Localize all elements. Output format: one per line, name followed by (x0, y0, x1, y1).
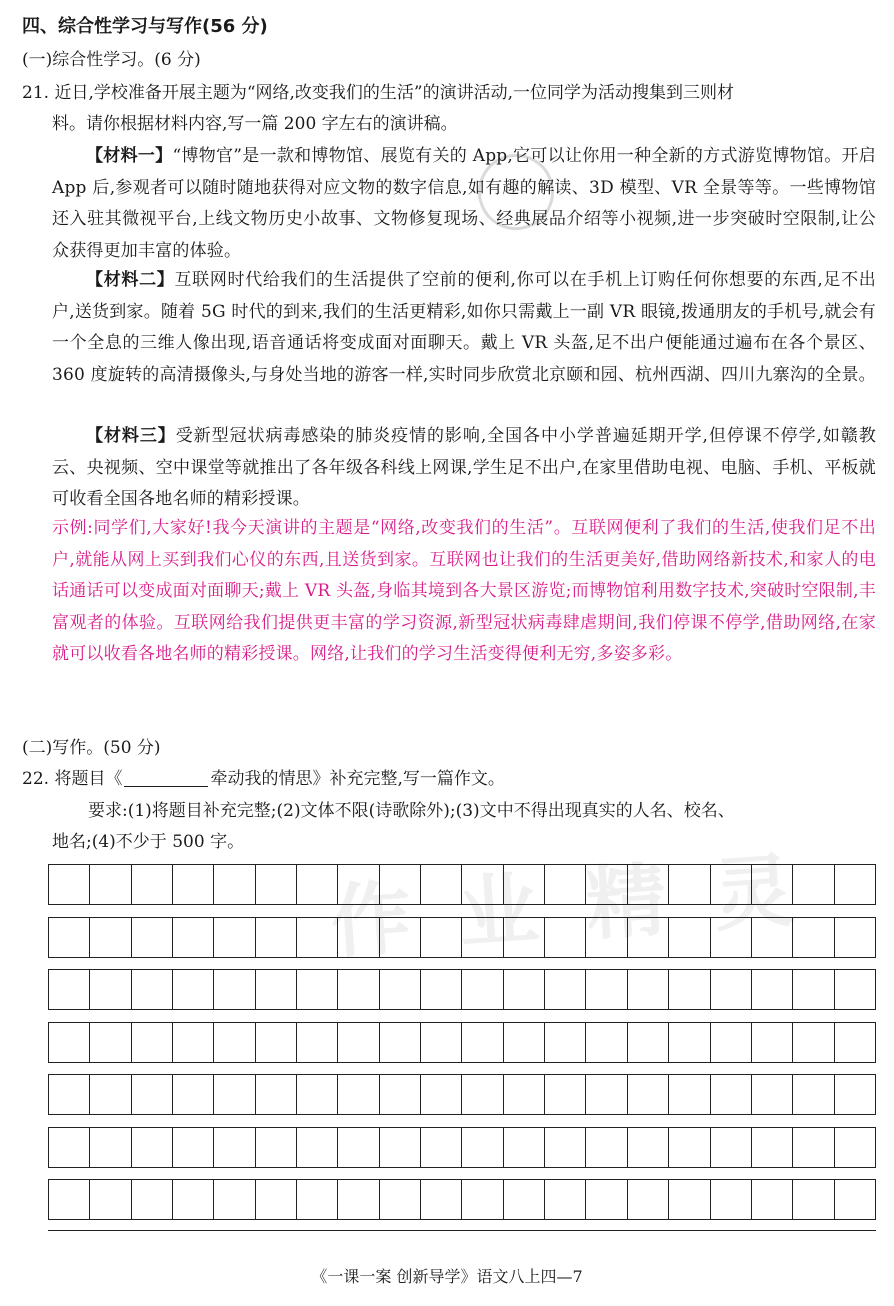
grid-cell[interactable] (49, 1180, 90, 1219)
grid-cell[interactable] (504, 865, 545, 904)
grid-cell[interactable] (462, 1180, 503, 1219)
grid-cell[interactable] (173, 865, 214, 904)
grid-cell[interactable] (752, 918, 793, 957)
grid-cell[interactable] (628, 1023, 669, 1062)
grid-cell[interactable] (49, 865, 90, 904)
grid-cell[interactable] (545, 918, 586, 957)
grid-cell[interactable] (711, 918, 752, 957)
grid-cell[interactable] (711, 1075, 752, 1114)
grid-cell[interactable] (380, 865, 421, 904)
title-blank[interactable] (124, 770, 208, 787)
grid-cell[interactable] (462, 1128, 503, 1167)
grid-cell[interactable] (669, 1180, 710, 1219)
grid-cell[interactable] (338, 918, 379, 957)
grid-cell[interactable] (338, 1023, 379, 1062)
grid-cell[interactable] (132, 1180, 173, 1219)
grid-cell[interactable] (132, 918, 173, 957)
section-title: 四、综合性学习与写作(56 分) (22, 16, 268, 37)
grid-cell[interactable] (793, 1023, 834, 1062)
grid-cell[interactable] (669, 1075, 710, 1114)
grid-cell[interactable] (504, 970, 545, 1009)
grid-cell[interactable] (338, 1180, 379, 1219)
grid-cell[interactable] (338, 1075, 379, 1114)
part2-heading: (二)写作。(50 分) (22, 738, 161, 758)
grid-cell[interactable] (256, 1023, 297, 1062)
grid-cell[interactable] (628, 970, 669, 1009)
grid-row[interactable] (48, 1022, 876, 1063)
grid-cell[interactable] (297, 1075, 338, 1114)
grid-cell[interactable] (462, 865, 503, 904)
grid-cell[interactable] (752, 1023, 793, 1062)
grid-cell[interactable] (297, 918, 338, 957)
grid-cell[interactable] (256, 1075, 297, 1114)
grid-cell[interactable] (49, 970, 90, 1009)
grid-cell[interactable] (256, 1128, 297, 1167)
grid-cell[interactable] (628, 1180, 669, 1219)
requirements-line-1: 要求:(1)将题目补充完整;(2)文体不限(诗歌除外);(3)文中不得出现真实的人名、校名、 (88, 801, 735, 821)
grid-cell[interactable] (132, 970, 173, 1009)
grid-cell[interactable] (421, 1180, 462, 1219)
grid-cell[interactable] (132, 865, 173, 904)
grid-cell[interactable] (545, 1128, 586, 1167)
grid-cell[interactable] (297, 1128, 338, 1167)
grid-cell[interactable] (173, 918, 214, 957)
grid-cell[interactable] (173, 1023, 214, 1062)
grid-cell[interactable] (545, 1180, 586, 1219)
grid-cell[interactable] (504, 1180, 545, 1219)
grid-cell[interactable] (380, 1128, 421, 1167)
grid-cell[interactable] (586, 1180, 627, 1219)
grid-row[interactable] (48, 969, 876, 1010)
grid-cell[interactable] (338, 970, 379, 1009)
grid-cell[interactable] (545, 1023, 586, 1062)
grid-cell[interactable] (256, 865, 297, 904)
grid-cell[interactable] (297, 1023, 338, 1062)
grid-cell[interactable] (504, 1075, 545, 1114)
grid-cell[interactable] (297, 970, 338, 1009)
grid-cell[interactable] (462, 918, 503, 957)
grid-cell[interactable] (835, 918, 875, 957)
grid-cell[interactable] (504, 1128, 545, 1167)
part1-heading: (一)综合性学习。(6 分) (22, 50, 201, 70)
q21-line-2: 料。请你根据材料内容,写一篇 200 字左右的演讲稿。 (52, 114, 458, 134)
grid-cell[interactable] (297, 865, 338, 904)
grid-cell[interactable] (214, 865, 255, 904)
grid-cell[interactable] (132, 1128, 173, 1167)
grid-cell[interactable] (380, 1023, 421, 1062)
grid-cell[interactable] (338, 865, 379, 904)
grid-cell[interactable] (669, 865, 710, 904)
grid-cell[interactable] (49, 1075, 90, 1114)
material-1-text: “博物官”是一款和博物馆、展览有关的 App,它可以让你用一种全新的方式游览博物馆。开启 App 后,参观者可以随时随地获得对应文物的数字信息,如有趣的解读、3D 模型、VR 全景等等。一些博物馆还入驻其微视平台,上线文物历史小故事、文物修复现场、经典展品介绍等小视频,进一步突破时空限制,让公众获得更加丰富的体验。 (52, 146, 877, 261)
grid-cell[interactable] (214, 1075, 255, 1114)
grid-cell[interactable] (132, 1075, 173, 1114)
page-footer: 《一课一案 创新导学》语文八上四—7 (311, 1267, 583, 1286)
grid-cell[interactable] (90, 1023, 131, 1062)
grid-cell[interactable] (835, 1075, 875, 1114)
grid-cell[interactable] (835, 1023, 875, 1062)
grid-cell[interactable] (711, 1128, 752, 1167)
grid-cell[interactable] (49, 1023, 90, 1062)
grid-cell[interactable] (793, 918, 834, 957)
grid-cell[interactable] (214, 970, 255, 1009)
grid-cell[interactable] (90, 1180, 131, 1219)
grid-cell[interactable] (669, 1128, 710, 1167)
grid-cell[interactable] (421, 865, 462, 904)
grid-cell[interactable] (586, 1075, 627, 1114)
grid-cell[interactable] (256, 1180, 297, 1219)
grid-cell[interactable] (462, 1023, 503, 1062)
grid-cell[interactable] (752, 970, 793, 1009)
grid-cell[interactable] (49, 1128, 90, 1167)
grid-cell[interactable] (462, 970, 503, 1009)
grid-cell[interactable] (586, 970, 627, 1009)
grid-cell[interactable] (711, 1023, 752, 1062)
grid-cell[interactable] (545, 865, 586, 904)
watermark-text: 作 业 精 灵 (327, 843, 807, 970)
q22-suffix: 牵动我的情思》补充完整,写一篇作文。 (210, 769, 505, 789)
grid-cell[interactable] (421, 970, 462, 1009)
grid-cell[interactable] (380, 1075, 421, 1114)
grid-cell[interactable] (297, 1180, 338, 1219)
grid-cell[interactable] (256, 918, 297, 957)
grid-cell[interactable] (173, 1075, 214, 1114)
grid-cell[interactable] (752, 1128, 793, 1167)
grid-cell[interactable] (214, 1023, 255, 1062)
grid-cell[interactable] (90, 970, 131, 1009)
grid-cell[interactable] (586, 1128, 627, 1167)
material-3 (52, 421, 876, 516)
grid-cell[interactable] (338, 1128, 379, 1167)
grid-cell[interactable] (173, 970, 214, 1009)
material-1-label: 【材料一】 (86, 146, 173, 166)
material-2-label: 【材料二】 (86, 270, 175, 290)
grid-cell[interactable] (256, 970, 297, 1009)
q21-line-1: 21. 近日,学校准备开展主题为“网络,改变我们的生活”的演讲活动,一位同学为活动搜集到三则材 (22, 83, 735, 103)
grid-cell[interactable] (132, 1023, 173, 1062)
material-2-text: 互联网时代给我们的生活提供了空前的便利,你可以在手机上订购任何你想要的东西,足不出户,送货到家。随着 5G 时代的到来,我们的生活更精彩,如你只需戴上一副 VR 眼镜,拨通朋友的手机号,就会有一个全息的三维人像出现,语音通话将变成面对面聊天。戴上 VR 头盔,足不出户便能通过遍布在各个景区、360 度旋转的高清摄像头,与身处当地的游客一样,实时同步欣赏北京颐和园、杭州西湖、四川九寨沟的全景。 (52, 270, 877, 385)
grid-cell[interactable] (793, 970, 834, 1009)
grid-cell[interactable] (421, 1023, 462, 1062)
requirements-line-2: 地名;(4)不少于 500 字。 (52, 832, 245, 852)
grid-cell[interactable] (421, 918, 462, 957)
grid-cell[interactable] (628, 865, 669, 904)
grid-cell[interactable] (545, 1075, 586, 1114)
grid-cell[interactable] (793, 1128, 834, 1167)
grid-cell[interactable] (173, 1128, 214, 1167)
grid-cell[interactable] (835, 970, 875, 1009)
q22-prompt (22, 769, 878, 789)
grid-cell[interactable] (711, 1180, 752, 1219)
grid-cell[interactable] (628, 1075, 669, 1114)
grid-cell[interactable] (380, 918, 421, 957)
grid-cell[interactable] (90, 1075, 131, 1114)
grid-cell[interactable] (90, 918, 131, 957)
grid-cell[interactable] (49, 918, 90, 957)
grid-cell[interactable] (421, 1075, 462, 1114)
grid-cell[interactable] (214, 918, 255, 957)
grid-cell[interactable] (380, 970, 421, 1009)
material-3-text: 受新型冠状病毒感染的肺炎疫情的影响,全国各中小学普遍延期开学,但停课不停学,如赣教云、央视频、空中课堂等就推出了各年级各科线上网课,学生足不出户,在家里借助电视、电脑、手机、平板就可收看全国各地名师的精彩授课。 (52, 426, 876, 510)
grid-cell[interactable] (504, 918, 545, 957)
grid-cell[interactable] (628, 1128, 669, 1167)
grid-cell[interactable] (711, 970, 752, 1009)
material-2 (52, 265, 876, 391)
grid-cell[interactable] (793, 865, 834, 904)
grid-cell[interactable] (90, 1128, 131, 1167)
grid-cell[interactable] (586, 918, 627, 957)
grid-cell[interactable] (793, 1075, 834, 1114)
q22-prefix: 22. 将题目《 (22, 769, 123, 789)
grid-row[interactable] (48, 864, 876, 905)
grid-row[interactable] (48, 1074, 876, 1115)
grid-cell[interactable] (711, 865, 752, 904)
material-3-label: 【材料三】 (86, 426, 176, 446)
grid-cell[interactable] (793, 1180, 834, 1219)
grid-cell[interactable] (752, 1075, 793, 1114)
grid-row[interactable] (48, 917, 876, 958)
material-1 (52, 141, 876, 267)
grid-cell[interactable] (214, 1180, 255, 1219)
grid-cell[interactable] (545, 970, 586, 1009)
grid-cell[interactable] (752, 1180, 793, 1219)
grid-cell[interactable] (835, 1180, 875, 1219)
grid-cell[interactable] (380, 1180, 421, 1219)
grid-row[interactable] (48, 1179, 876, 1220)
grid-cell[interactable] (628, 918, 669, 957)
grid-cell[interactable] (214, 1128, 255, 1167)
grid-cell[interactable] (173, 1180, 214, 1219)
grid-cell[interactable] (835, 1128, 875, 1167)
grid-cell[interactable] (835, 865, 875, 904)
grid-cell[interactable] (669, 1023, 710, 1062)
grid-cell[interactable] (504, 1023, 545, 1062)
grid-cell[interactable] (586, 865, 627, 904)
grid-row[interactable] (48, 1127, 876, 1168)
grid-cell[interactable] (752, 865, 793, 904)
grid-cell[interactable] (421, 1128, 462, 1167)
grid-cell[interactable] (669, 918, 710, 957)
grid-cell[interactable] (669, 970, 710, 1009)
grid-cell[interactable] (586, 1023, 627, 1062)
grid-cell[interactable] (90, 865, 131, 904)
grid-cell[interactable] (462, 1075, 503, 1114)
grid-bottom-line (48, 1230, 876, 1231)
sample-answer: 示例:同学们,大家好!我今天演讲的主题是“网络,改变我们的生活”。互联网便利了我们的生活,使我们足不出户,就能从网上买到我们心仪的东西,且送货到家。互联网也让我们的生活更美好,借助网络新技术,和家人的电话通话可以变成面对面聊天;戴上 VR 头盔,身临其境到各大景区游览;而博物馆利用数字技术,突破时空限制,丰富观者的体验。互联网给我们提供更丰富的学习资源,新型冠状病毒肆虐期间,我们停课不停学,借助网络,在家就可以收看各地名师的精彩授课。网络,让我们的学习生活变得便利无穷,多姿多彩。 (52, 518, 876, 665)
